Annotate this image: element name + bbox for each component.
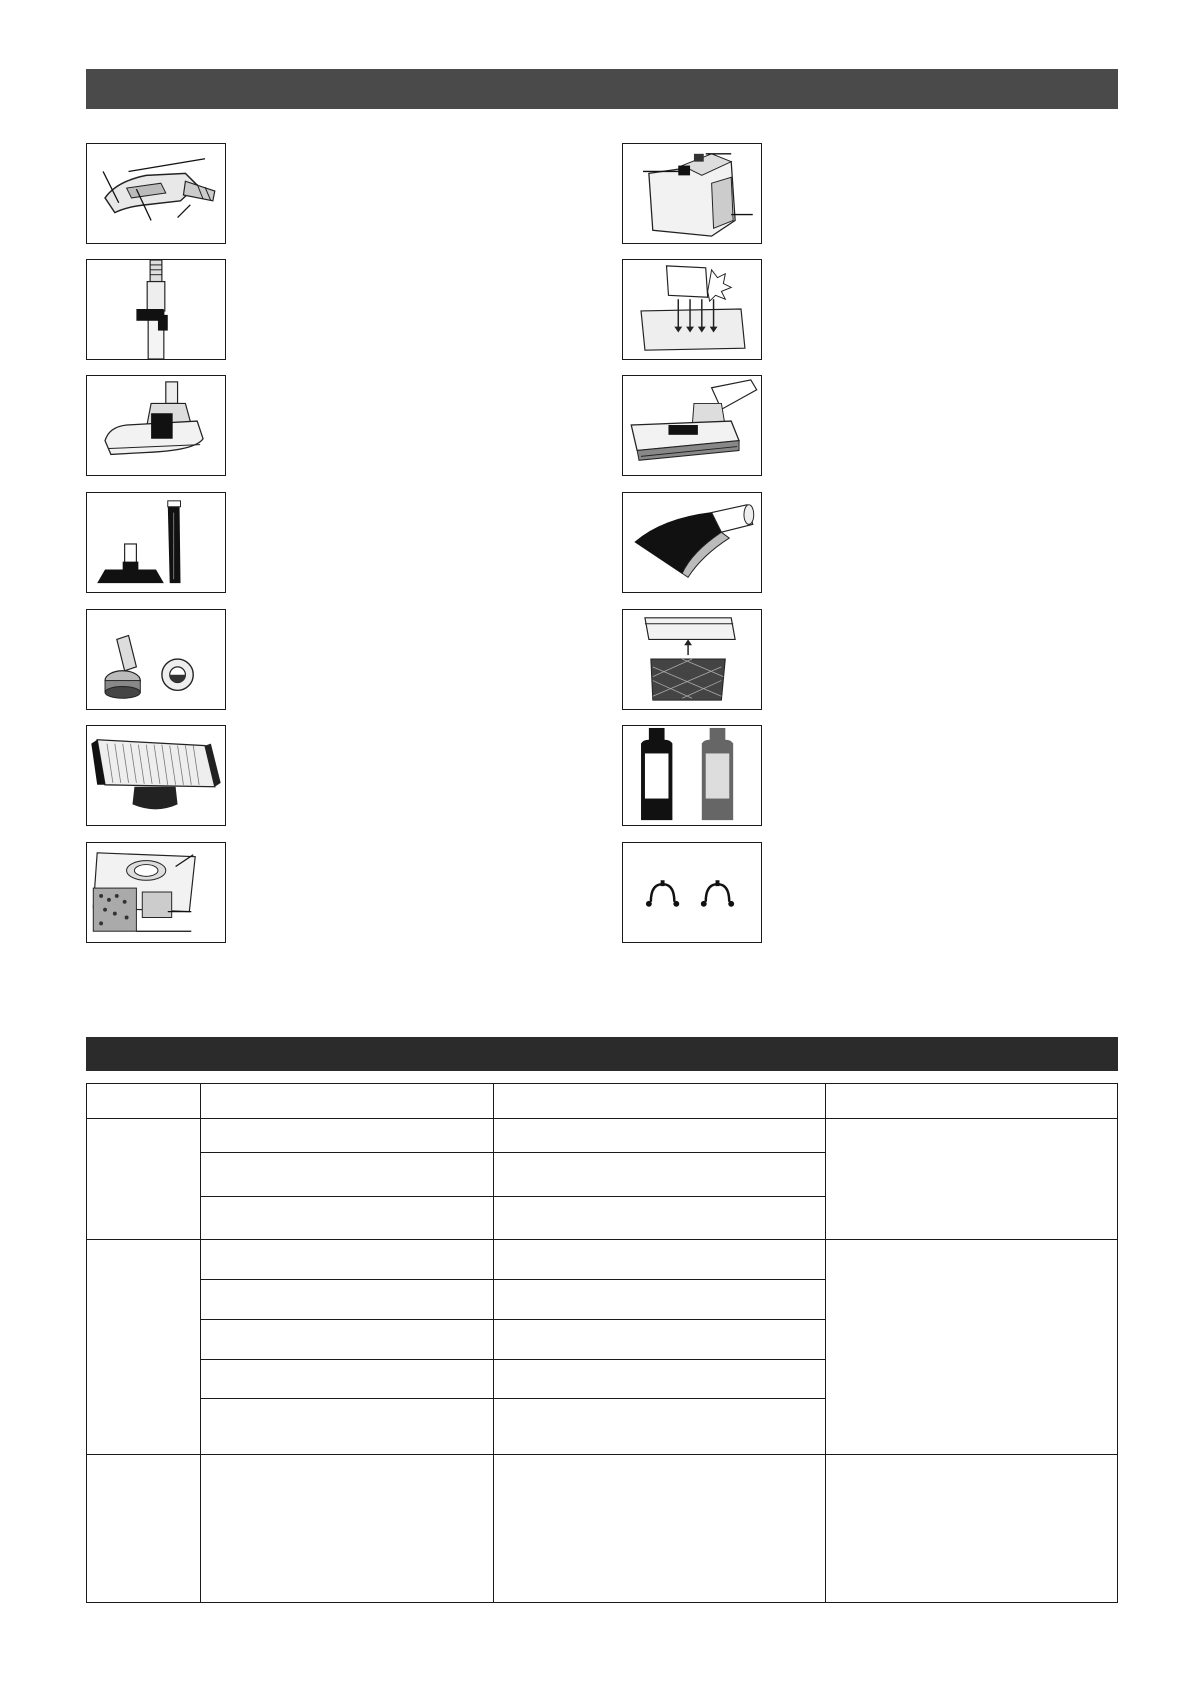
- clips-thumbnail: [622, 842, 762, 943]
- wet-cleaning-nozzle-icon: [623, 376, 761, 475]
- telescopic-tube-icon: [87, 260, 225, 359]
- upholstery-spray-nozzle-thumbnail: [622, 492, 762, 593]
- column-divider: [200, 1084, 201, 1602]
- row-divider: [200, 1279, 825, 1280]
- group-divider: [87, 1454, 1117, 1455]
- filter-unit-icon: [87, 843, 225, 942]
- filter-unit-thumbnail: [86, 842, 226, 943]
- row-divider: [200, 1152, 825, 1153]
- problem-table: [86, 1083, 1118, 1603]
- upholstery-and-crevice-nozzle-icon: [87, 493, 225, 592]
- hose-handle-icon: [87, 144, 225, 243]
- hepa-filter-thumbnail: [86, 725, 226, 826]
- row-divider: [200, 1319, 825, 1320]
- floor-nozzle-thumbnail: [86, 375, 226, 476]
- dusting-brush-thumbnail: [86, 609, 226, 710]
- water-tank-icon: [623, 144, 761, 243]
- water-tank-thumbnail: [622, 143, 762, 244]
- hard-floor-adapter-icon: [623, 610, 761, 709]
- row-divider: [200, 1359, 825, 1360]
- hose-handle-thumbnail: [86, 143, 226, 244]
- table-header-bar: [86, 1037, 1118, 1071]
- hepa-filter-icon: [87, 726, 225, 825]
- water-filter-insert-icon: [623, 260, 761, 359]
- row-divider: [200, 1196, 825, 1197]
- cleaning-concentrate-thumbnail: [622, 725, 762, 826]
- floor-nozzle-icon: [87, 376, 225, 475]
- upholstery-spray-nozzle-icon: [623, 493, 761, 592]
- row-divider: [200, 1398, 825, 1399]
- water-filter-insert-thumbnail: [622, 259, 762, 360]
- hard-floor-adapter-thumbnail: [622, 609, 762, 710]
- wet-cleaning-nozzle-thumbnail: [622, 375, 762, 476]
- section-header-bar: [86, 69, 1118, 109]
- table-header-divider: [87, 1118, 1117, 1119]
- clips-icon: [623, 843, 761, 942]
- upholstery-crevice-thumbnail: [86, 492, 226, 593]
- column-divider: [825, 1084, 826, 1602]
- column-divider: [493, 1084, 494, 1602]
- dusting-brush-icon: [87, 610, 225, 709]
- telescopic-tube-thumbnail: [86, 259, 226, 360]
- group-divider: [87, 1239, 1117, 1240]
- cleaning-concentrate-bottles-icon: [623, 726, 761, 825]
